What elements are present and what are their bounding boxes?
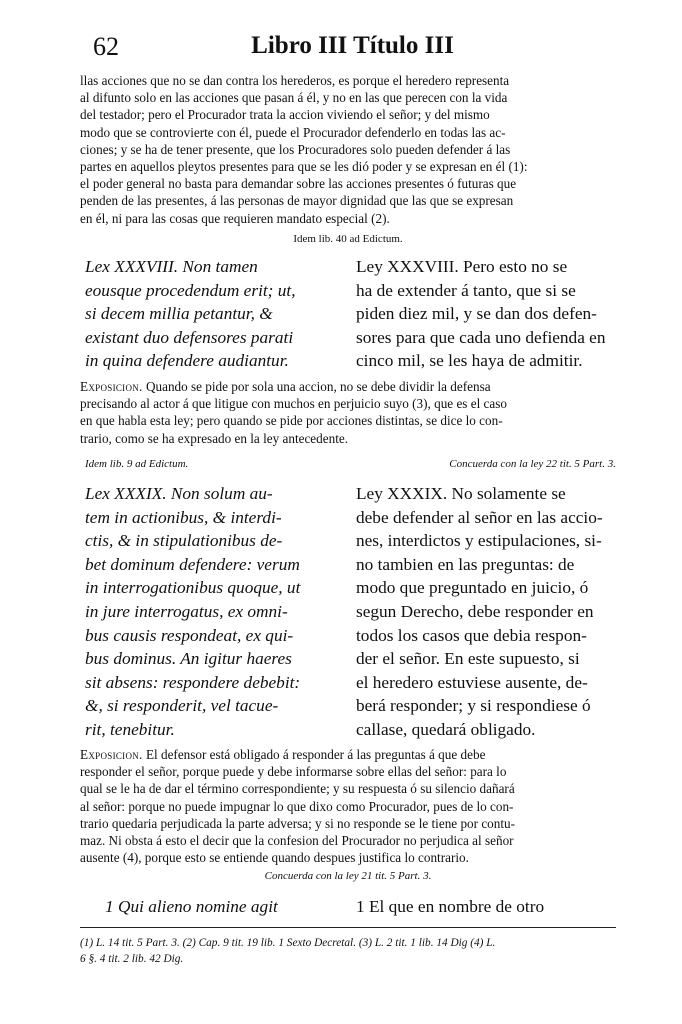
spanish-line: todos los casos que debia respon-: [356, 625, 587, 645]
text-line: responder el señor, porque puede y debe informarse sobre ellas del señor: para lo: [80, 764, 507, 780]
exposition-1: [80, 378, 616, 447]
latin-column: [85, 482, 320, 742]
latin-line: rit, tenebitur.: [85, 719, 175, 739]
spanish-line: sores para que cada uno defienda en: [356, 327, 606, 347]
spanish-line: el heredero estuviese ausente, de-: [356, 672, 588, 692]
spanish-line: 1 El que en nombre de otro: [356, 897, 545, 916]
spanish-line: piden diez mil, y se dan dos defen-: [356, 304, 597, 324]
spanish-line: callase, quedará obligado.: [356, 719, 536, 739]
text-line: del testador; pero el Procurador trata la accion viviendo el señor; y del mismo: [80, 107, 490, 123]
text-line: maz. Ni obsta á esto el decir que la confesion del Procurador no perjudica al señor: [80, 833, 514, 849]
spanish-line: cinco mil, se les haya de admitir.: [356, 351, 583, 371]
text-line: llas acciones que no se dan contra los herederos, es porque el heredero representa: [80, 73, 510, 88]
text-line: trario quedaria perjudicada la parte adversa; y si no responde se le tiene por contu-: [80, 815, 516, 831]
spanish-line: Ley XXXIX. No solamente se: [356, 484, 566, 503]
text-line: modo que se controvierte con él, puede el Procurador defenderlo en todas las ac-: [80, 124, 506, 140]
latin-line: sit absens: respondere debebit:: [85, 672, 301, 692]
spanish-column: [356, 255, 616, 373]
spanish-line: Ley XXXVIII. Pero esto no se: [356, 257, 568, 276]
text-fragment: Quando se pide por sola una accion, no se debe dividir la defensa: [142, 379, 491, 394]
exposition-label: Exposicion.: [80, 747, 143, 762]
latin-line: Lex XXXVIII. Non tamen: [85, 257, 258, 276]
latin-line: tem in actionibus, & interdi-: [85, 507, 282, 527]
reference-row: [85, 458, 616, 474]
latin-column: [105, 895, 340, 919]
text-line: en que habla esta ley; pero quando se pide por acciones distintas, se dice lo con-: [80, 413, 503, 429]
latin-line: 1 Qui alieno nomine agit: [105, 897, 278, 916]
latin-line: ctis, & in stipulationibus de-: [85, 531, 283, 551]
spanish-line: modo que preguntado en juicio, ó: [356, 578, 589, 598]
text-line: [80, 746, 616, 763]
latin-line: si decem millia petantur, &: [85, 304, 273, 324]
spanish-column: [356, 895, 616, 919]
latin-line: existant duo defensores parati: [85, 327, 294, 347]
running-title: Libro III Título III: [251, 32, 454, 59]
concordance-reference: Concuerda con la ley 22 tit. 5 Part. 3.: [449, 458, 616, 470]
page-header: [93, 32, 612, 66]
spanish-column: [356, 482, 616, 742]
spanish-line: berá responder; y si respondiese ó: [356, 696, 591, 716]
text-line: al señor: porque no puede impugnar lo que dixo como Procurador, pues de lo con-: [80, 798, 514, 814]
exposition-2: [80, 746, 616, 866]
footnotes: [80, 935, 616, 967]
spanish-line: segun Derecho, debe responder en: [356, 601, 594, 621]
latin-line: in quina defendere audiantur.: [85, 351, 289, 371]
text-line: ciones; y se ha de tener presente, que los Procuradores solo pueden defender á las: [80, 141, 511, 157]
text-line: partes en aquellos pleytos presentes para que se les dió poder y se expresan en él (1):: [80, 159, 528, 175]
concordance-reference: [80, 870, 616, 882]
spanish-line: der el señor. En este supuesto, si: [356, 649, 580, 669]
spanish-line: ha de extender á tanto, que si se: [356, 280, 576, 300]
latin-line: bet dominum defendere: verum: [85, 554, 300, 574]
spanish-line: no tambien en las preguntas: de: [356, 554, 575, 574]
text-line: penden de las presentes, á las personas de mayor dignidad que las que se expresan: [80, 193, 514, 209]
text-line: al difunto solo en las acciones que pasan á él, y no en las que perecen con la vida: [80, 90, 508, 106]
text-line: el poder general no basta para demandar sobre las acciones presentes ó futuras que: [80, 176, 517, 192]
footnote-line: 6 §. 4 tit. 2 lib. 42 Dig.: [80, 953, 184, 965]
text-line: [80, 378, 616, 395]
latin-line: &, si responderit, vel tacue-: [85, 696, 279, 716]
latin-line: eousque procedendum erit; ut,: [85, 280, 296, 300]
spanish-line: debe defender al señor en las accio-: [356, 507, 603, 527]
page-number: 62: [93, 32, 119, 61]
text-line: precisando al actor á que litigue con muchos en perjuicio suyo (3), que es el caso: [80, 396, 507, 412]
latin-line: Lex XXXIX. Non solum au-: [85, 484, 273, 503]
text-fragment: El defensor está obligado á responder á las preguntas á que debe: [142, 747, 486, 762]
intro-paragraph: [80, 72, 616, 227]
reference-text: Concuerda con la ley 21 tit. 5 Part. 3.: [264, 870, 432, 882]
reference-text: Idem lib. 9 ad Edictum.: [85, 458, 189, 470]
source-reference: Idem lib. 40 ad Edictum.: [293, 233, 403, 245]
latin-line: bus dominus. An igitur haeres: [85, 649, 292, 669]
exposition-label: Exposicion.: [80, 379, 143, 394]
text-line: trario, como se ha expresado en la ley antecedente.: [80, 430, 349, 446]
latin-column: [85, 255, 320, 373]
latin-line: in jure interrogatus, ex omni-: [85, 601, 288, 621]
footnote-line: (1) L. 14 tit. 5 Part. 3. (2) Cap. 9 tit. 19 lib. 1 Sexto Decretal. (3) L. 2 tit. 1 lib. 14 Dig (4) L.: [80, 937, 496, 949]
spanish-line: nes, interdictos y estipulaciones, si-: [356, 531, 602, 551]
latin-line: bus causis respondeat, ex qui-: [85, 625, 294, 645]
text-line: en él, ni para las cosas que requieren mandato especial (2).: [80, 210, 390, 226]
text-line: ausente (4), porque esto se entiende quando despues justifica lo contrario.: [80, 850, 469, 866]
latin-line: in interrogationibus quoque, ut: [85, 578, 301, 598]
source-reference: [85, 458, 188, 470]
footnote-divider: [80, 927, 616, 928]
text-line: qual se le ha de dar el término correspondiente; y su respuesta ó su silencio dañará: [80, 781, 515, 797]
